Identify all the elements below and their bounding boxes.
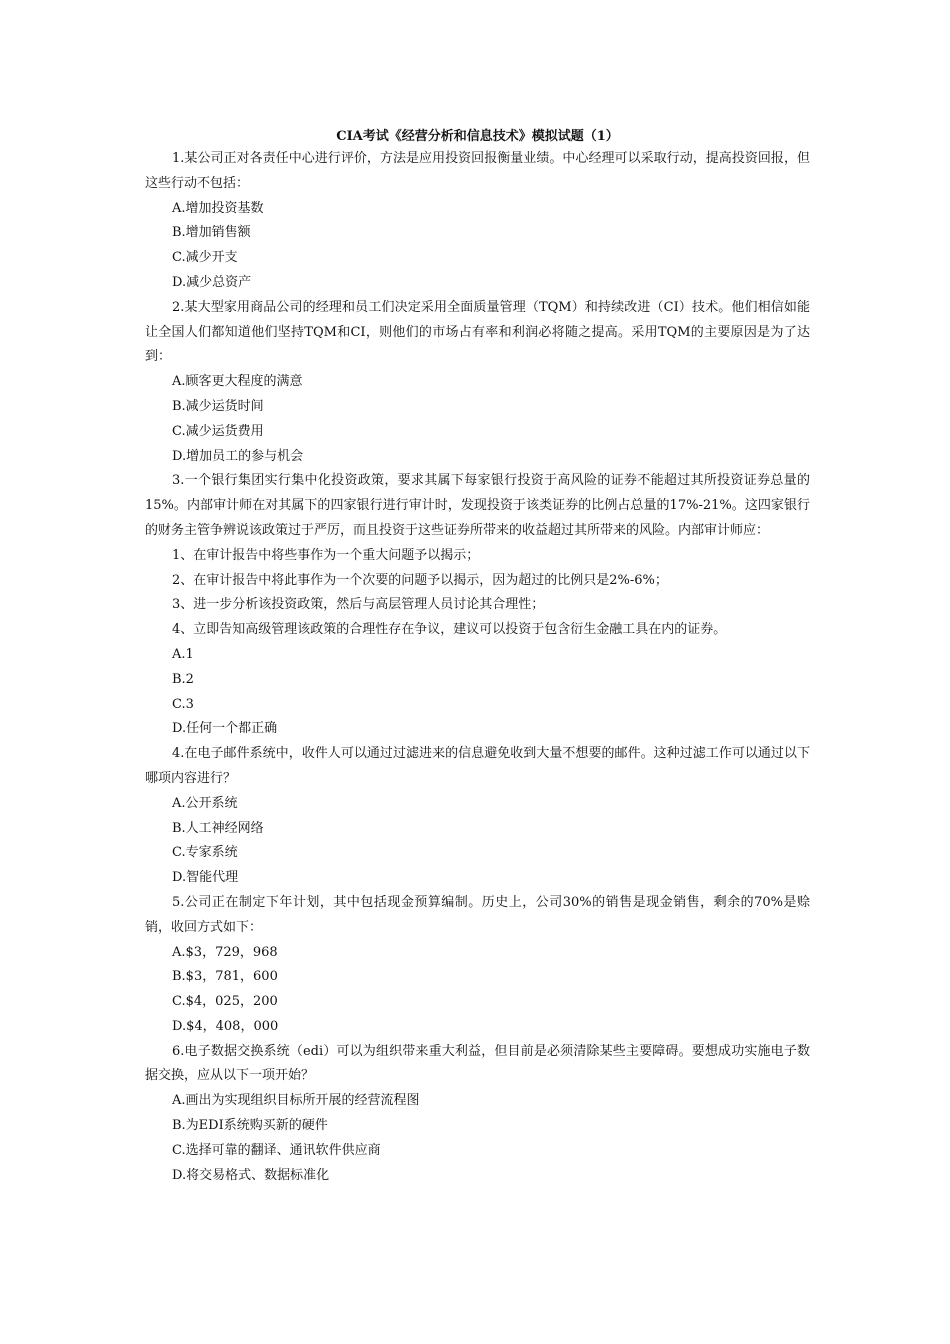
option-c: C.选择可靠的翻译、通讯软件供应商 xyxy=(172,1142,381,1158)
option-d: D.增加员工的参与机会 xyxy=(172,448,304,464)
question-3 xyxy=(145,469,810,742)
statement-item-2: 2、在审计报告中将此事作为一个次要的问题予以揭示，因为超过的比例只是2%-6%； xyxy=(172,572,668,588)
option-c: C.专家系统 xyxy=(172,845,238,861)
option-b: B.$3，781，600 xyxy=(172,969,278,985)
option-a: A.1 xyxy=(172,646,194,662)
question-stem: 2.某大型家用商品公司的经理和员工们决定采用全面质量管理（TQM）和持续改进（CI）技术。他们相信如能让全国人们都知道他们坚持TQM和CI，则他们的市场占有率和利润必将随之提高。采用TQM的主要原因是为了达到： xyxy=(145,299,810,365)
option-d: D.$4，408，000 xyxy=(172,1018,279,1034)
option-c: C.$4，025，200 xyxy=(172,994,278,1010)
question-2 xyxy=(145,296,810,470)
question-stem: 1.某公司正对各责任中心进行评价，方法是应用投资回报衡量业绩。中心经理可以采取行动，提高投资回报，但这些行动不包括： xyxy=(145,151,810,191)
document-page xyxy=(145,125,810,1188)
option-a: A.公开系统 xyxy=(172,795,238,811)
option-d: D.智能代理 xyxy=(172,870,239,886)
option-a: A.画出为实现组织目标所开展的经营流程图 xyxy=(172,1093,420,1109)
option-b: B.人工神经网络 xyxy=(172,820,264,836)
option-b: B.增加销售额 xyxy=(172,225,251,241)
option-b: B.2 xyxy=(172,671,194,687)
statement-item-4: 4、立即告知高级管理该政策的合理性存在争议，建议可以投资于包含衍生金融工具在内的证券。 xyxy=(172,622,727,638)
statement-item-1: 1、在审计报告中将些事作为一个重大问题予以揭示； xyxy=(172,547,480,563)
document-title: CIA考试《经营分析和信息技术》模拟试题（1） xyxy=(336,129,619,144)
option-d: D.任何一个都正确 xyxy=(172,721,278,737)
option-b: B.减少运货时间 xyxy=(172,398,264,414)
option-c: C.减少开支 xyxy=(172,250,238,266)
question-6 xyxy=(145,1040,810,1189)
question-stem: 6.电子数据交换系统（edi）可以为组织带来重大利益，但目前是必须清除某些主要障碍。要想成功实施电子数据交换，应从以下一项开始？ xyxy=(145,1043,810,1084)
option-c: C.减少运货费用 xyxy=(172,423,264,439)
option-c: C.3 xyxy=(172,696,194,712)
question-5 xyxy=(145,891,810,1040)
question-stem: 3.一个银行集团实行集中化投资政策，要求其属下每家银行投资于高风险的证券不能超过其所投资证券总量的15%。内部审计师在对其属下的四家银行进行审计时，发现投资于该类证券的比例占总量的17%-21%。这四家银行的财务主管争辨说该政策过于严厉，而且投资于这些证券所带来的收益超过其所带来的风险。内部审计师应： xyxy=(145,473,810,538)
statement-item-3: 3、进一步分析该投资政策，然后与高层管理人员讨论其合理性； xyxy=(172,597,545,613)
option-a: A.增加投资基数 xyxy=(172,200,264,216)
question-1 xyxy=(145,147,810,296)
option-d: D.减少总资产 xyxy=(172,274,252,290)
question-stem: 5.公司正在制定下年计划，其中包括现金预算编制。历史上，公司30%的销售是现金销售，剩余的70%是赊销，收回方式如下： xyxy=(145,894,810,935)
option-d: D.将交易格式、数据标准化 xyxy=(172,1167,330,1183)
option-a: A.顾客更大程度的满意 xyxy=(172,374,303,390)
question-stem: 4.在电子邮件系统中，收件人可以通过过滤进来的信息避免收到大量不想要的邮件。这种过滤工作可以通过以下哪项内容进行？ xyxy=(145,746,810,786)
option-a: A.$3，729，968 xyxy=(172,944,278,960)
question-4 xyxy=(145,742,810,891)
option-b: B.为EDI系统购买新的硬件 xyxy=(172,1118,328,1134)
